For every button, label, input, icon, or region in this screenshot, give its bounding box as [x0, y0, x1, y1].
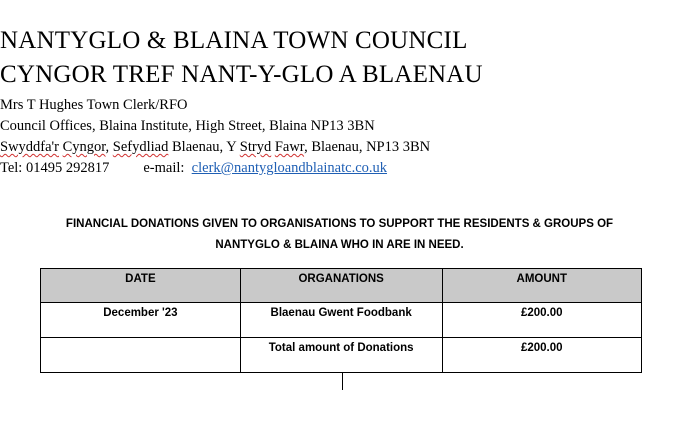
cell-amount: £200.00 [442, 303, 642, 338]
cell-total-amount: £200.00 [442, 338, 642, 373]
header-date: DATE [41, 269, 241, 303]
spell-word-fawr: Fawr [274, 139, 305, 155]
cell-date [41, 338, 241, 373]
address-welsh-sep2: , [105, 139, 113, 155]
contact-line [0, 159, 679, 177]
council-title-welsh: CYNGOR TREF NANT-Y-GLO A BLAENAU [0, 61, 483, 88]
email-link[interactable]: clerk@nantygloandblainatc.co.uk [191, 160, 388, 176]
table-row [41, 338, 642, 373]
spell-word-cyngor: Cyngor [62, 139, 106, 155]
telephone: Tel: 01495 292817 [0, 160, 110, 176]
cell-date: December '23 [41, 303, 241, 338]
address-welsh-sep3: Blaenau, Y [168, 139, 240, 155]
address-english: Council Offices, Blaina Institute, High Street, Blaina NP13 3BN [0, 118, 375, 134]
email-label: e-mail: [143, 160, 185, 176]
header-amount: AMOUNT [442, 269, 642, 303]
donations-table [40, 268, 642, 373]
text-cursor [342, 373, 343, 390]
spell-word-stryd: Stryd [239, 139, 272, 155]
clerk-line: Mrs T Hughes Town Clerk/RFO [0, 97, 188, 113]
table-row [41, 303, 642, 338]
table-header-row [41, 269, 642, 303]
cell-total-label: Total amount of Donations [240, 338, 442, 373]
notice-heading-line1: FINANCIAL DONATIONS GIVEN TO ORGANISATIONS TO SUPPORT THE RESIDENTS & GROUPS OF [65, 218, 614, 230]
header-organisations: ORGANATIONS [240, 269, 442, 303]
council-title-english: NANTYGLO & BLAINA TOWN COUNCIL [0, 27, 468, 54]
notice-heading-line2: NANTYGLO & BLAINA WHO IN ARE IN NEED. [215, 239, 464, 251]
address-welsh-sep5: , Blaenau, NP13 3BN [304, 139, 431, 155]
spell-word-swyddfar: Swyddfa'r [0, 139, 59, 155]
address-welsh [0, 138, 679, 156]
spell-word-sefydliad: Sefydliad [112, 139, 169, 155]
cell-organisation: Blaenau Gwent Foodbank [240, 303, 442, 338]
